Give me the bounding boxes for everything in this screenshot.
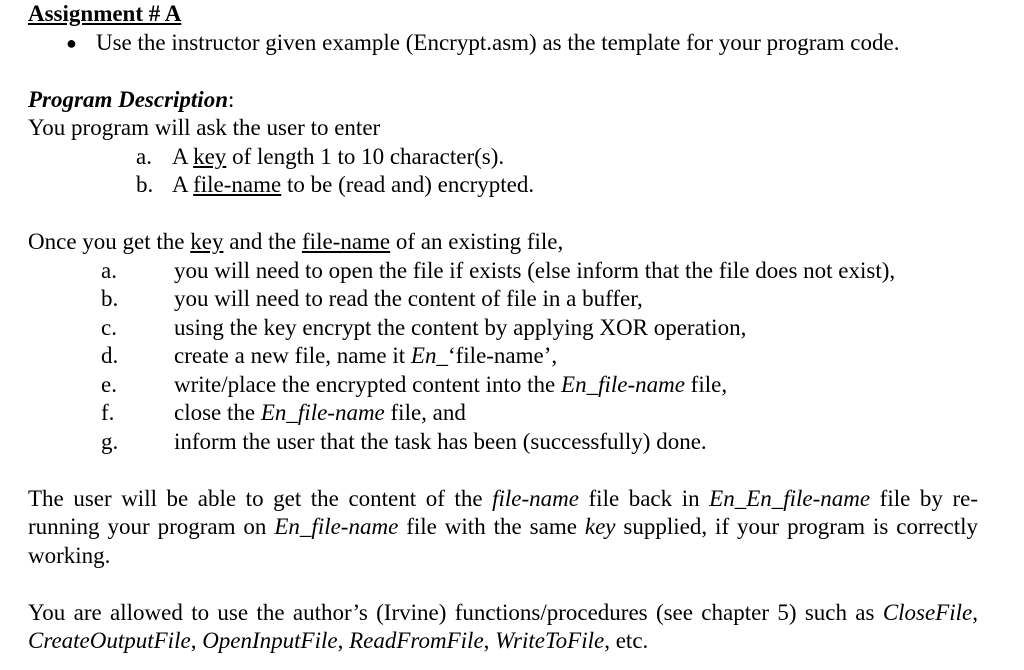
document [28,0,978,656]
function-name: CloseFile [882,599,973,625]
program-description-label: Program Description [28,86,228,112]
function-name: WriteToFile [495,628,605,653]
program-prompt: You program will ask the user to enter [28,115,381,140]
step-item: f. close the En_file-name file, and [101,400,466,425]
function-name: CreateOutputFile [28,628,191,653]
bullet-dot-icon: ● [66,32,77,53]
functions-paragraph: You are allowed to use the author’s (Irvine) functions/procedures (see chapter 5) such as CloseFile, CreateOutputFile, OpenInputFile, ReadFromFile, WriteToFile, etc. [28,599,978,653]
input-item: b. A file-name to be (read and) encrypted. [136,172,535,197]
step-item: g. inform the user that the task has been (successfully) done. [101,428,707,454]
step-item: c. using the key encrypt the content by applying XOR operation, [101,314,747,340]
step-item: e. write/place the encrypted content into the En_file-name file, [101,371,728,397]
steps-lead: Once you get the key and the file-name of an existing file, [28,229,564,254]
intro-bullet-item [66,29,978,58]
intro-bullet-text: Use the instructor given example (Encrypt.asm) as the template for your program code. [96,29,900,55]
step-item: d. create a new file, name it En_‘file-name’, [101,343,558,368]
function-name: OpenInputFile [202,628,338,653]
step-item: b. you will need to read the content of file in a buffer, [101,286,643,311]
program-description-heading: Program Description: [28,86,235,112]
step-item: a. you will need to open the file if exists (else inform that the file does not exist), [101,257,896,283]
retrieval-paragraph: The user will be able to get the content of the file-name file back in En_En_file-name file by re-running your program on En_file-name file with the same key supplied, if your program is correctly working. [28,485,978,568]
input-item: a. A key of length 1 to 10 character(s). [136,143,505,169]
assignment-heading: Assignment # A [28,1,182,26]
function-name: ReadFromFile [349,628,484,653]
